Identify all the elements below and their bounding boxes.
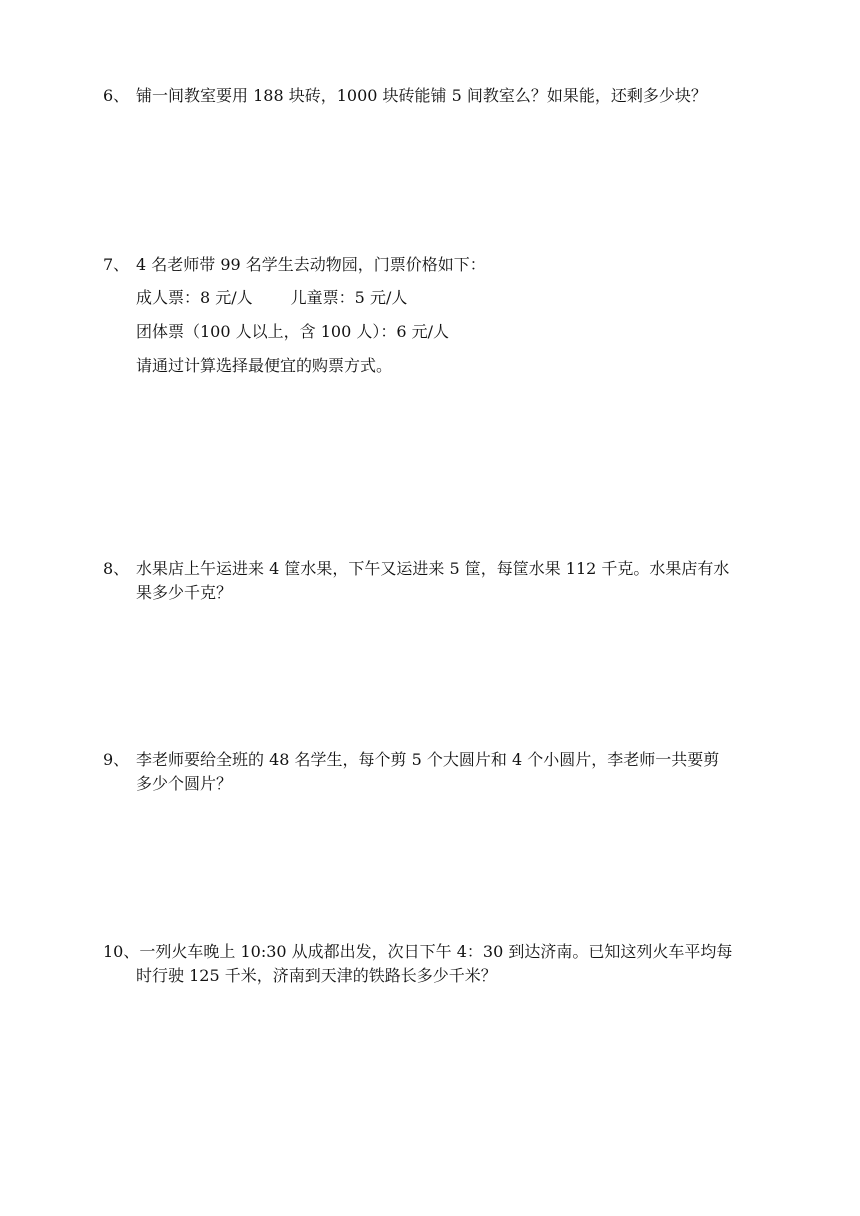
question-line: [103, 84, 763, 108]
question-text: 4 名老师带 99 名学生去动物园，门票价格如下：: [136, 255, 486, 274]
question-number: 8、: [103, 559, 130, 578]
question-number: 10、: [103, 942, 140, 961]
question-text: 铺一间教室要用 188 块砖，1000 块砖能铺 5 间教室么？如果能，还剩多少块？: [136, 86, 707, 105]
group-ticket-line: [103, 320, 763, 344]
child-ticket-price: 儿童票：5 元/人: [290, 288, 408, 307]
question-text: 水果店上午运进来 4 筐水果，下午又运进来 5 筐，每筐水果 112 千克。水果店有水: [136, 559, 730, 578]
question-text: 果多少千克？: [136, 583, 233, 602]
question-line: [103, 748, 763, 772]
adult-ticket-price: 成人票：8 元/人: [136, 288, 253, 307]
question-line: [103, 557, 763, 581]
question-9: [103, 748, 763, 796]
question-text: 多少个圆片？: [136, 774, 233, 793]
question-text: 时行驶 125 千米，济南到天津的铁路长多少千米？: [136, 966, 497, 985]
question-line-continued: [103, 772, 763, 796]
question-number: 7、: [103, 255, 130, 274]
question-line: [103, 940, 763, 964]
question-number: 9、: [103, 750, 130, 769]
question-line-continued: [103, 581, 763, 605]
question-line: [103, 253, 763, 277]
question-10: [103, 940, 763, 988]
question-line-continued: [103, 964, 763, 988]
question-instruction: 请通过计算选择最便宜的购票方式。: [136, 356, 393, 375]
question-6: [103, 84, 763, 108]
question-instruction-line: [103, 354, 763, 378]
group-ticket-price: 团体票（100 人以上，含 100 人）：6 元/人: [136, 322, 449, 341]
question-number: 6、: [103, 86, 130, 105]
question-text: 李老师要给全班的 48 名学生，每个剪 5 个大圆片和 4 个小圆片，李老师一共要剪: [136, 750, 720, 769]
question-8: [103, 557, 763, 605]
ticket-prices-line: [103, 286, 763, 310]
question-7: [103, 253, 763, 378]
question-text: 一列火车晚上 10:30 从成都出发，次日下午 4：30 到达济南。已知这列火车平均每: [139, 942, 733, 961]
